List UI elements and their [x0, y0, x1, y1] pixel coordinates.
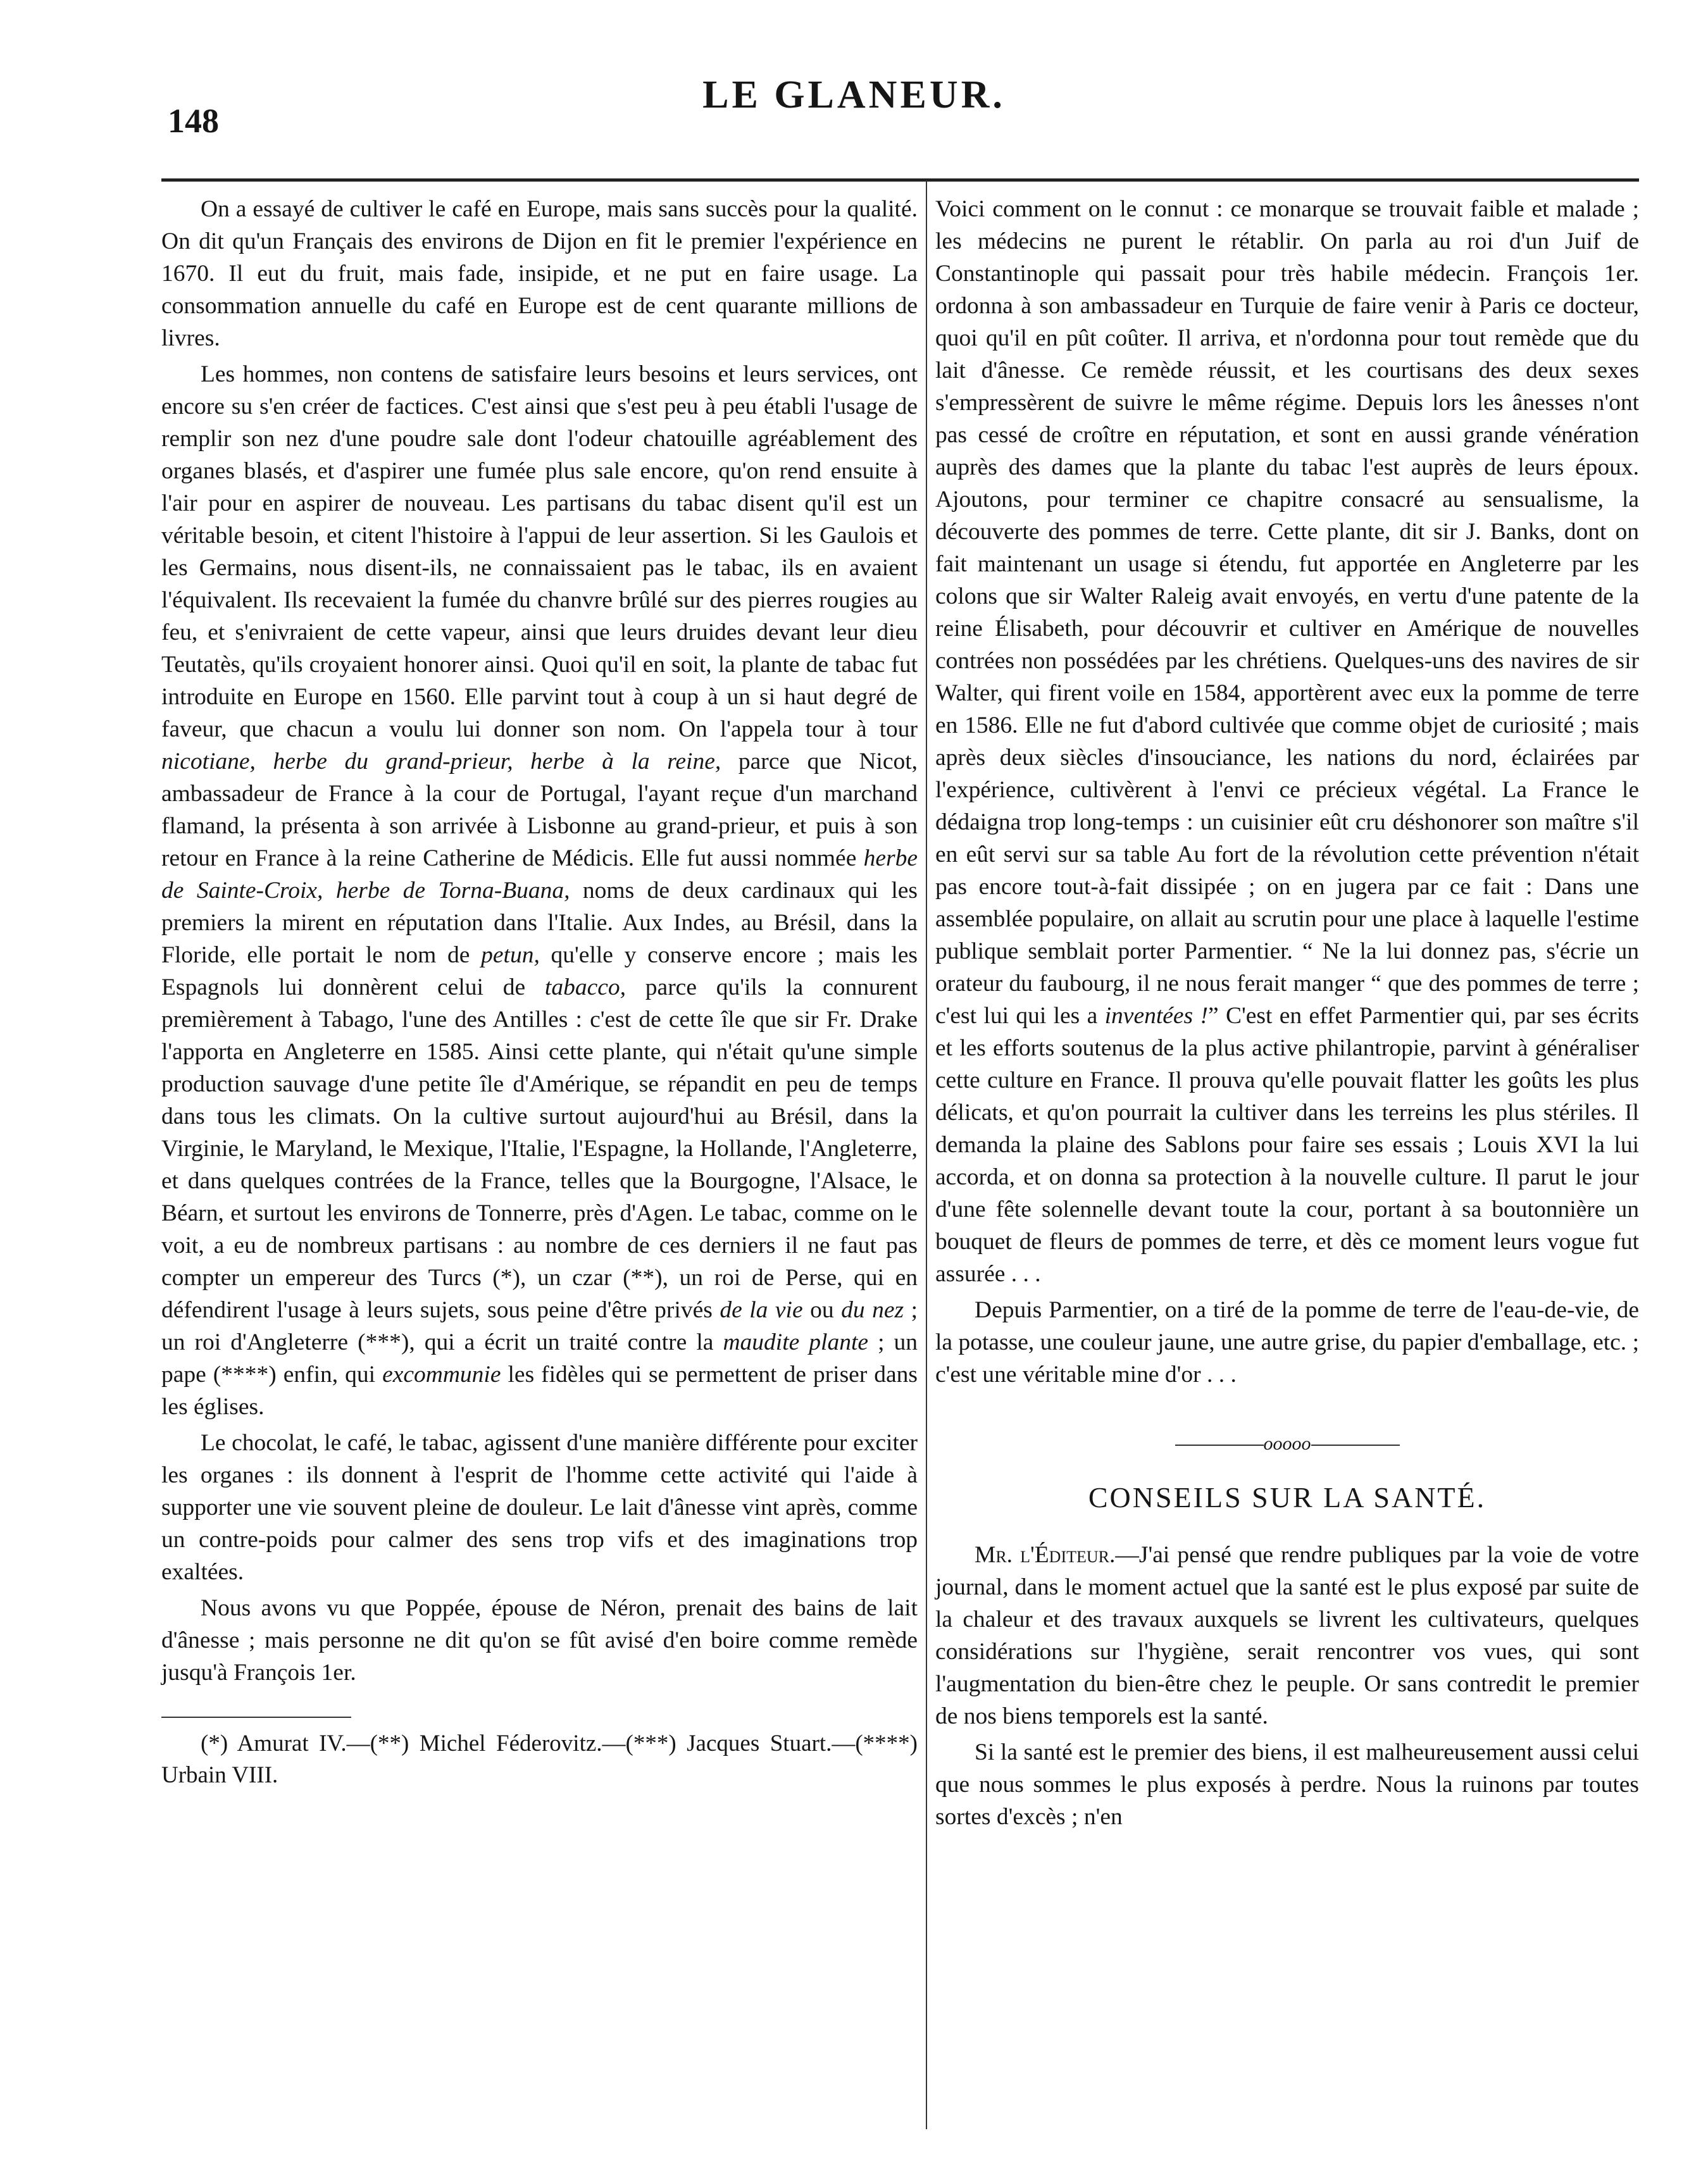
footnote: (*) Amurat IV.—(**) Michel Féderovitz.—(***) Jacques Stuart.—(****) Urbain VIII.: [161, 1731, 918, 1788]
left-column: [161, 193, 918, 1795]
paragraph-tobacco: Les hommes, non contens de satisfaire leurs besoins et leurs services, ont encore su s'en créer de factices. C'est ainsi que s'est peu à peu établi l'usage de remplir son nez d'une poudre sale dont l'odeur chatouille agréablement des organes blasés, et d'aspirer une fumée plus sale encore, qu'on rend ensuite à l'air pour en aspirer de nouveau. Les partisans du tabac disent qu'il est un véritable besoin, et citent l'histoire à l'appui de leur assertion. Si les Gaulois et les Germains, nous disent-ils, ne connaissaient pas le tabac, ils en avaient l'équivalent. Ils recevaient la fumée du chanvre brûlé sur des pierres rougies au feu, et s'enivraient de cette vapeur, ainsi que leurs druides devant leur dieu Teutatès, qu'ils croyaient honorer ainsi. Quoi qu'il en soit, la plante de tabac fut introduite en Europe en 1560. Elle parvint tout à coup à un si haut degré de faveur, que chacun a voulu lui donner son nom. On l'appela tour à tour nicotiane, herbe du grand-prieur, herbe à la reine, parce que Nicot, ambassadeur de France à la cour de Portugal, l'ayant reçue d'un marchand flamand, la présenta à son arrivée à Lisbonne au grand-prieur, et puis à son retour en France à la reine Catherine de Médicis. Elle fut aussi nommée herbe de Sainte-Croix, herbe de Torna-Buana, noms de deux cardinaux qui les premiers la mirent en réputation dans l'Italie. Aux Indes, au Brésil, dans la Floride, elle portait le nom de petun, qu'elle y conserve encore ; mais les Espagnols lui donnèrent celui de tabacco, parce qu'ils la connurent premièrement à Tabago, l'une des Antilles : c'est de cette île que sir Fr. Drake l'apporta en Angleterre en 1585. Ainsi cette plante, qui n'était qu'une simple production sauvage d'une petite île d'Amérique, se répandit en peu de temps dans tous les climats. On la cultive surtout aujourd'hui au Brésil, dans la Virginie, le Maryland, le Mexique, l'Italie, l'Espagne, la Hollande, l'Angleterre, et dans quelques contrées de la France, telles que la Bourgogne, l'Alsace, le Béarn, et surtout les environs de Tonnerre, près d'Agen. Le tabac, comme on le voit, a eu de nombreux partisans : au nombre de ces derniers il ne faut pas compter un empereur des Turcs (*), un czar (**), un roi de Perse, qui en défendirent l'usage à leurs sujets, sous peine d'être privés de la vie ou du nez ; un roi d'Angleterre (***), qui a écrit un traité contre la maudite plante ; un pape (****) enfin, qui excommunie les fidèles qui se permettent de priser dans les églises.: [161, 361, 918, 1420]
italic-petun: petun,: [481, 942, 540, 968]
italic-de-la-vie: de la vie: [720, 1297, 803, 1323]
paragraph-letter: Mr. l'Éditeur.—J'ai pensé que rendre publiques par la voie de votre journal, dans le moment actuel que la santé est le plus exposé par suite de la chaleur et des travaux auxquels se livrent les cultivateurs, quelques considérations sur l'hygiène, serait rencontrer vos vues, qui sont l'augmentation du bien-être chez le peuple. Or sans contredit le premier de nos biens temporels est la santé.: [935, 1542, 1640, 1729]
paragraph-parmentier: Depuis Parmentier, on a tiré de la pomme de terre de l'eau-de-vie, de la potasse, une couleur jaune, une autre grise, du papier d'emballage, etc. ; c'est une véritable mine d'or . . .: [935, 1297, 1639, 1388]
italic-tabacco: tabacco,: [544, 974, 626, 1000]
paragraph-continuation: Voici comment on le connut : ce monarque se trouvait faible et malade ; les médecins ne purent le rétablir. On parla au roi d'un Juif de Constantinople qui passait pour très habile médecin. François 1er. ordonna à son ambassadeur en Turquie de faire venir à Paris ce docteur, quoi qu'il en pût coûter. Il arriva, et n'ordonna pour tout remède que du lait d'ânesse. Ce remède réussit, et les courtisans des deux sexes s'empressèrent de suivre le même régime. Depuis lors les ânesses n'ont pas cessé de croître en réputation, et sont en aussi grande vénération auprès des dames que la plante du tabac l'est auprès de leurs époux. Ajoutons, pour terminer ce chapitre consacré au sensualisme, la découverte des pommes de terre. Cette plante, dit sir J. Banks, dont on fait maintenant un usage si étendu, fut apportée en Angleterre par les colons que sir Walter Raleig avait envoyés, en vertu d'une patente de la reine Élisabeth, pour découvrir et cultiver en Amérique de nouvelles contrées non possédées par les chrétiens. Quelques-uns des navires de sir Walter, qui firent voile en 1584, apportèrent avec eux la pomme de terre en 1586. Elle ne fut d'abord cultivée que comme objet de curiosité ; mais après deux siècles d'insouciance, les nations du nord, éclairées par l'expérience, cultivèrent à l'envi ce précieux végétal. La France le dédaigna trop long-temps : un cuisinier eût cru déshonorer son maître s'il en eût servi sur sa table Au fort de la révolution cette prévention n'était pas encore tout-à-fait dissipée ; on en jugera par ce fait : Dans une assemblée populaire, on allait au scrutin pour une place à laquelle l'estime publique semblait porter Parmentier. “ Ne la lui donnez pas, s'écrie un orateur du faubourg, il ne nous ferait manger “ que des pommes de terre ; c'est lui qui les a inventées !” C'est en effet Parmentier qui, par ses écrits et les efforts soutenus de la plus active philantropie, parvint à généraliser cette culture en France. Il prouva qu'elle pouvait flatter les goûts les plus délicats, et qu'on pourrait la cultiver dans les terreins les plus stériles. Il demanda la plaine des Sablons pour faire ses essais ; Louis XVI la lui accorda, et on donna sa protection à la nouvelle culture. Il parut le jour d'une fête solennelle devant toute la cour, portant à sa boutonnière un bouquet de fleurs de pommes de terre, et dès ce moment leurs vogue fut assurée . . .: [935, 196, 1640, 1287]
footnote-rule: [161, 1717, 351, 1718]
header-rule: [161, 178, 1639, 182]
italic-excommunie: excommunie: [382, 1362, 501, 1388]
journal-title: LE GLANEUR.: [702, 73, 1006, 116]
letter-salutation: Mr. l'Éditeur.: [975, 1542, 1116, 1568]
paragraph-coffee: On a essayé de cultiver le café en Europe, mais sans succès pour la qualité. On dit qu'un Français des environs de Dijon en fit le premier l'expérience en 1670. Il eut du fruit, mais fade, insipide, et ne put en faire usage. La consommation annuelle du café en Europe est de cent quarante millions de livres.: [161, 196, 918, 351]
italic-maudite-plante: maudite plante: [723, 1329, 869, 1355]
italic-inventees: inventées !: [1104, 1003, 1208, 1029]
right-column: [935, 193, 1639, 1837]
paragraph-poppee: Nous avons vu que Poppée, épouse de Néron, prenait des bains de lait d'ânesse ; mais personne ne dit qu'on se fût avisé d'en boire comme remède jusqu'à François 1er.: [161, 1595, 918, 1686]
paragraph-health: Si la santé est le premier des biens, il est malheureusement aussi celui que nous sommes le plus exposés à perdre. Nous la ruinons par toutes sortes d'excès ; n'en: [935, 1739, 1639, 1830]
italic-du-nez: du nez: [841, 1297, 904, 1323]
section-title: CONSEILS SUR LA SANTÉ.: [1088, 1481, 1487, 1514]
column-divider: [926, 180, 927, 2129]
italic-plant-names-2: herbe de Sainte-Croix, herbe de Torna-Buana,: [161, 845, 918, 904]
page-number: 148: [168, 102, 219, 140]
paragraph-chocolate: Le chocolat, le café, le tabac, agissent d'une manière différente pour exciter les organes : ils donnent à l'esprit de l'homme cette activité qui l'aide à supporter une vie souvent pleine de douleur. Le lait d'ânesse vint après, comme un contre-poids pour calmer des sens trop vifs et des imaginations trop exaltées.: [161, 1430, 918, 1585]
section-ornament: ooooo: [935, 1427, 1639, 1460]
italic-plant-names: nicotiane, herbe du grand-prieur, herbe à la reine,: [161, 749, 721, 774]
